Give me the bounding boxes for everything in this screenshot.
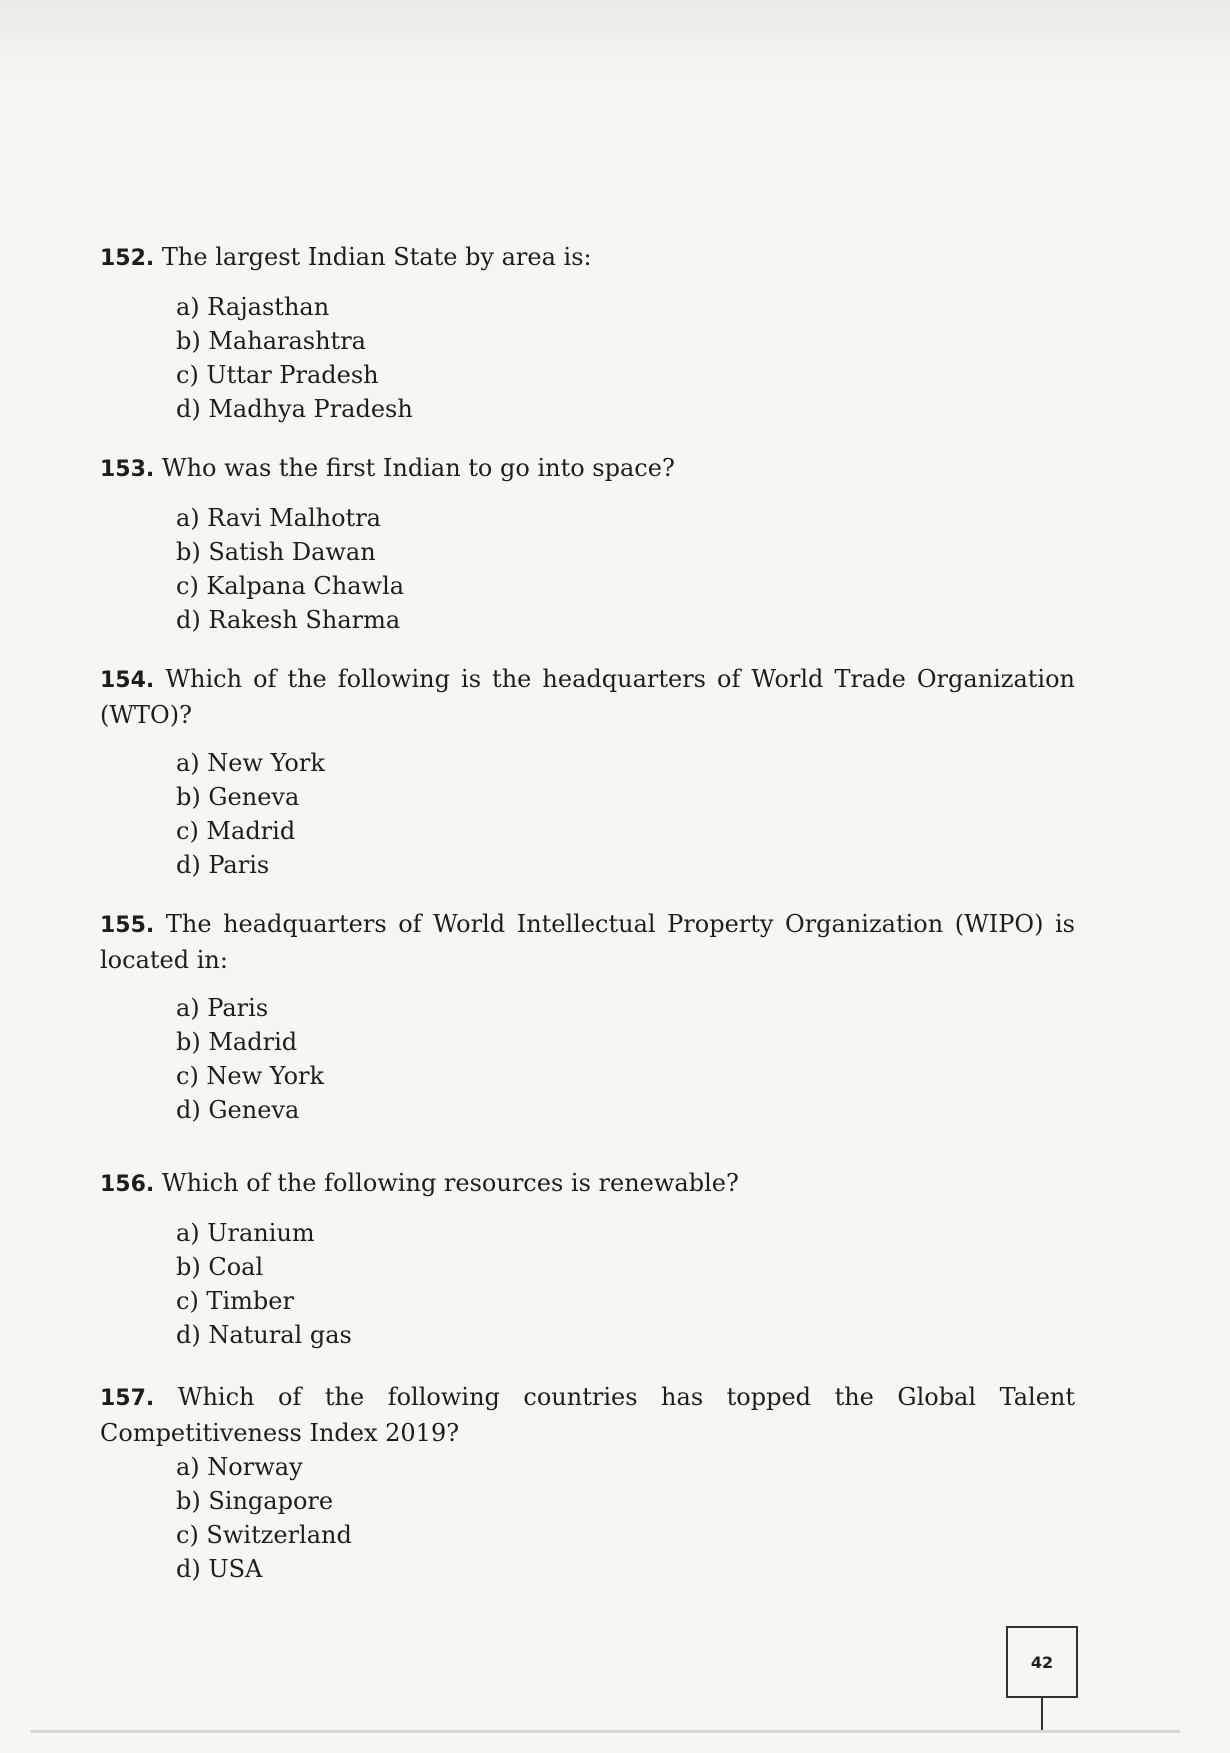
question-stem: [100, 1380, 1075, 1450]
page-number-stem: [1041, 1698, 1043, 1730]
question-stem: [100, 1166, 1075, 1202]
option-d: d) Natural gas: [176, 1321, 352, 1349]
option-a: a) Norway: [176, 1453, 303, 1481]
question-text: The largest Indian State by area is:: [154, 243, 592, 271]
question-text: Which of the following countries has topped the Global Talent Competitiveness Index 2019?: [100, 1383, 1075, 1447]
question-154: [100, 662, 1075, 882]
question-text: Which of the following resources is renewable?: [154, 1169, 739, 1197]
option-list: [176, 290, 1075, 426]
option-list: [176, 501, 1075, 637]
question-153: [100, 451, 1075, 637]
option-d: d) Rakesh Sharma: [176, 606, 401, 634]
question-number: 153.: [100, 457, 155, 482]
option-c: c) Kalpana Chawla: [176, 572, 405, 600]
question-number: 154.: [100, 668, 155, 693]
option-list: [176, 746, 1075, 882]
option-c: c) Switzerland: [176, 1521, 352, 1549]
scan-top-edge: [0, 0, 1230, 80]
page-number-box: [1006, 1626, 1078, 1698]
option-b: b) Madrid: [176, 1028, 298, 1056]
question-156: [100, 1166, 1075, 1352]
question-155: [100, 907, 1075, 1127]
option-a: a) Paris: [176, 994, 269, 1022]
option-c: c) Madrid: [176, 817, 296, 845]
question-stem: [100, 907, 1075, 977]
option-a: a) Uranium: [176, 1219, 315, 1247]
option-a: a) New York: [176, 749, 325, 777]
option-d: d) Paris: [176, 851, 270, 879]
question-stem: [100, 451, 1075, 487]
option-b: b) Maharashtra: [176, 327, 366, 355]
page-number: 42: [1030, 1652, 1054, 1672]
question-157: [100, 1380, 1075, 1586]
option-b: b) Singapore: [176, 1487, 334, 1515]
question-text: The headquarters of World Intellectual Property Organization (WIPO) is located in:: [100, 910, 1075, 974]
option-d: d) Geneva: [176, 1096, 300, 1124]
question-stem: [100, 240, 1075, 276]
option-b: b) Coal: [176, 1253, 264, 1281]
option-c: c) New York: [176, 1062, 325, 1090]
option-list: [176, 991, 1075, 1127]
question-text: Who was the first Indian to go into space?: [154, 454, 675, 482]
question-stem: [100, 662, 1075, 732]
question-152: [100, 240, 1075, 426]
option-list: [176, 1450, 1075, 1586]
option-list: [176, 1216, 1075, 1352]
question-number: 152.: [100, 246, 155, 271]
option-c: c) Timber: [176, 1287, 294, 1315]
option-a: a) Rajasthan: [176, 293, 330, 321]
question-number: 156.: [100, 1172, 155, 1197]
scan-bottom-edge: [30, 1730, 1180, 1733]
option-c: c) Uttar Pradesh: [176, 361, 379, 389]
question-number: 155.: [100, 913, 155, 938]
option-d: d) Madhya Pradesh: [176, 395, 413, 423]
option-d: d) USA: [176, 1555, 263, 1583]
option-b: b) Satish Dawan: [176, 538, 376, 566]
option-b: b) Geneva: [176, 783, 300, 811]
option-a: a) Ravi Malhotra: [176, 504, 381, 532]
question-text: Which of the following is the headquarters of World Trade Organization (WTO)?: [100, 665, 1075, 729]
question-number: 157.: [100, 1386, 155, 1411]
